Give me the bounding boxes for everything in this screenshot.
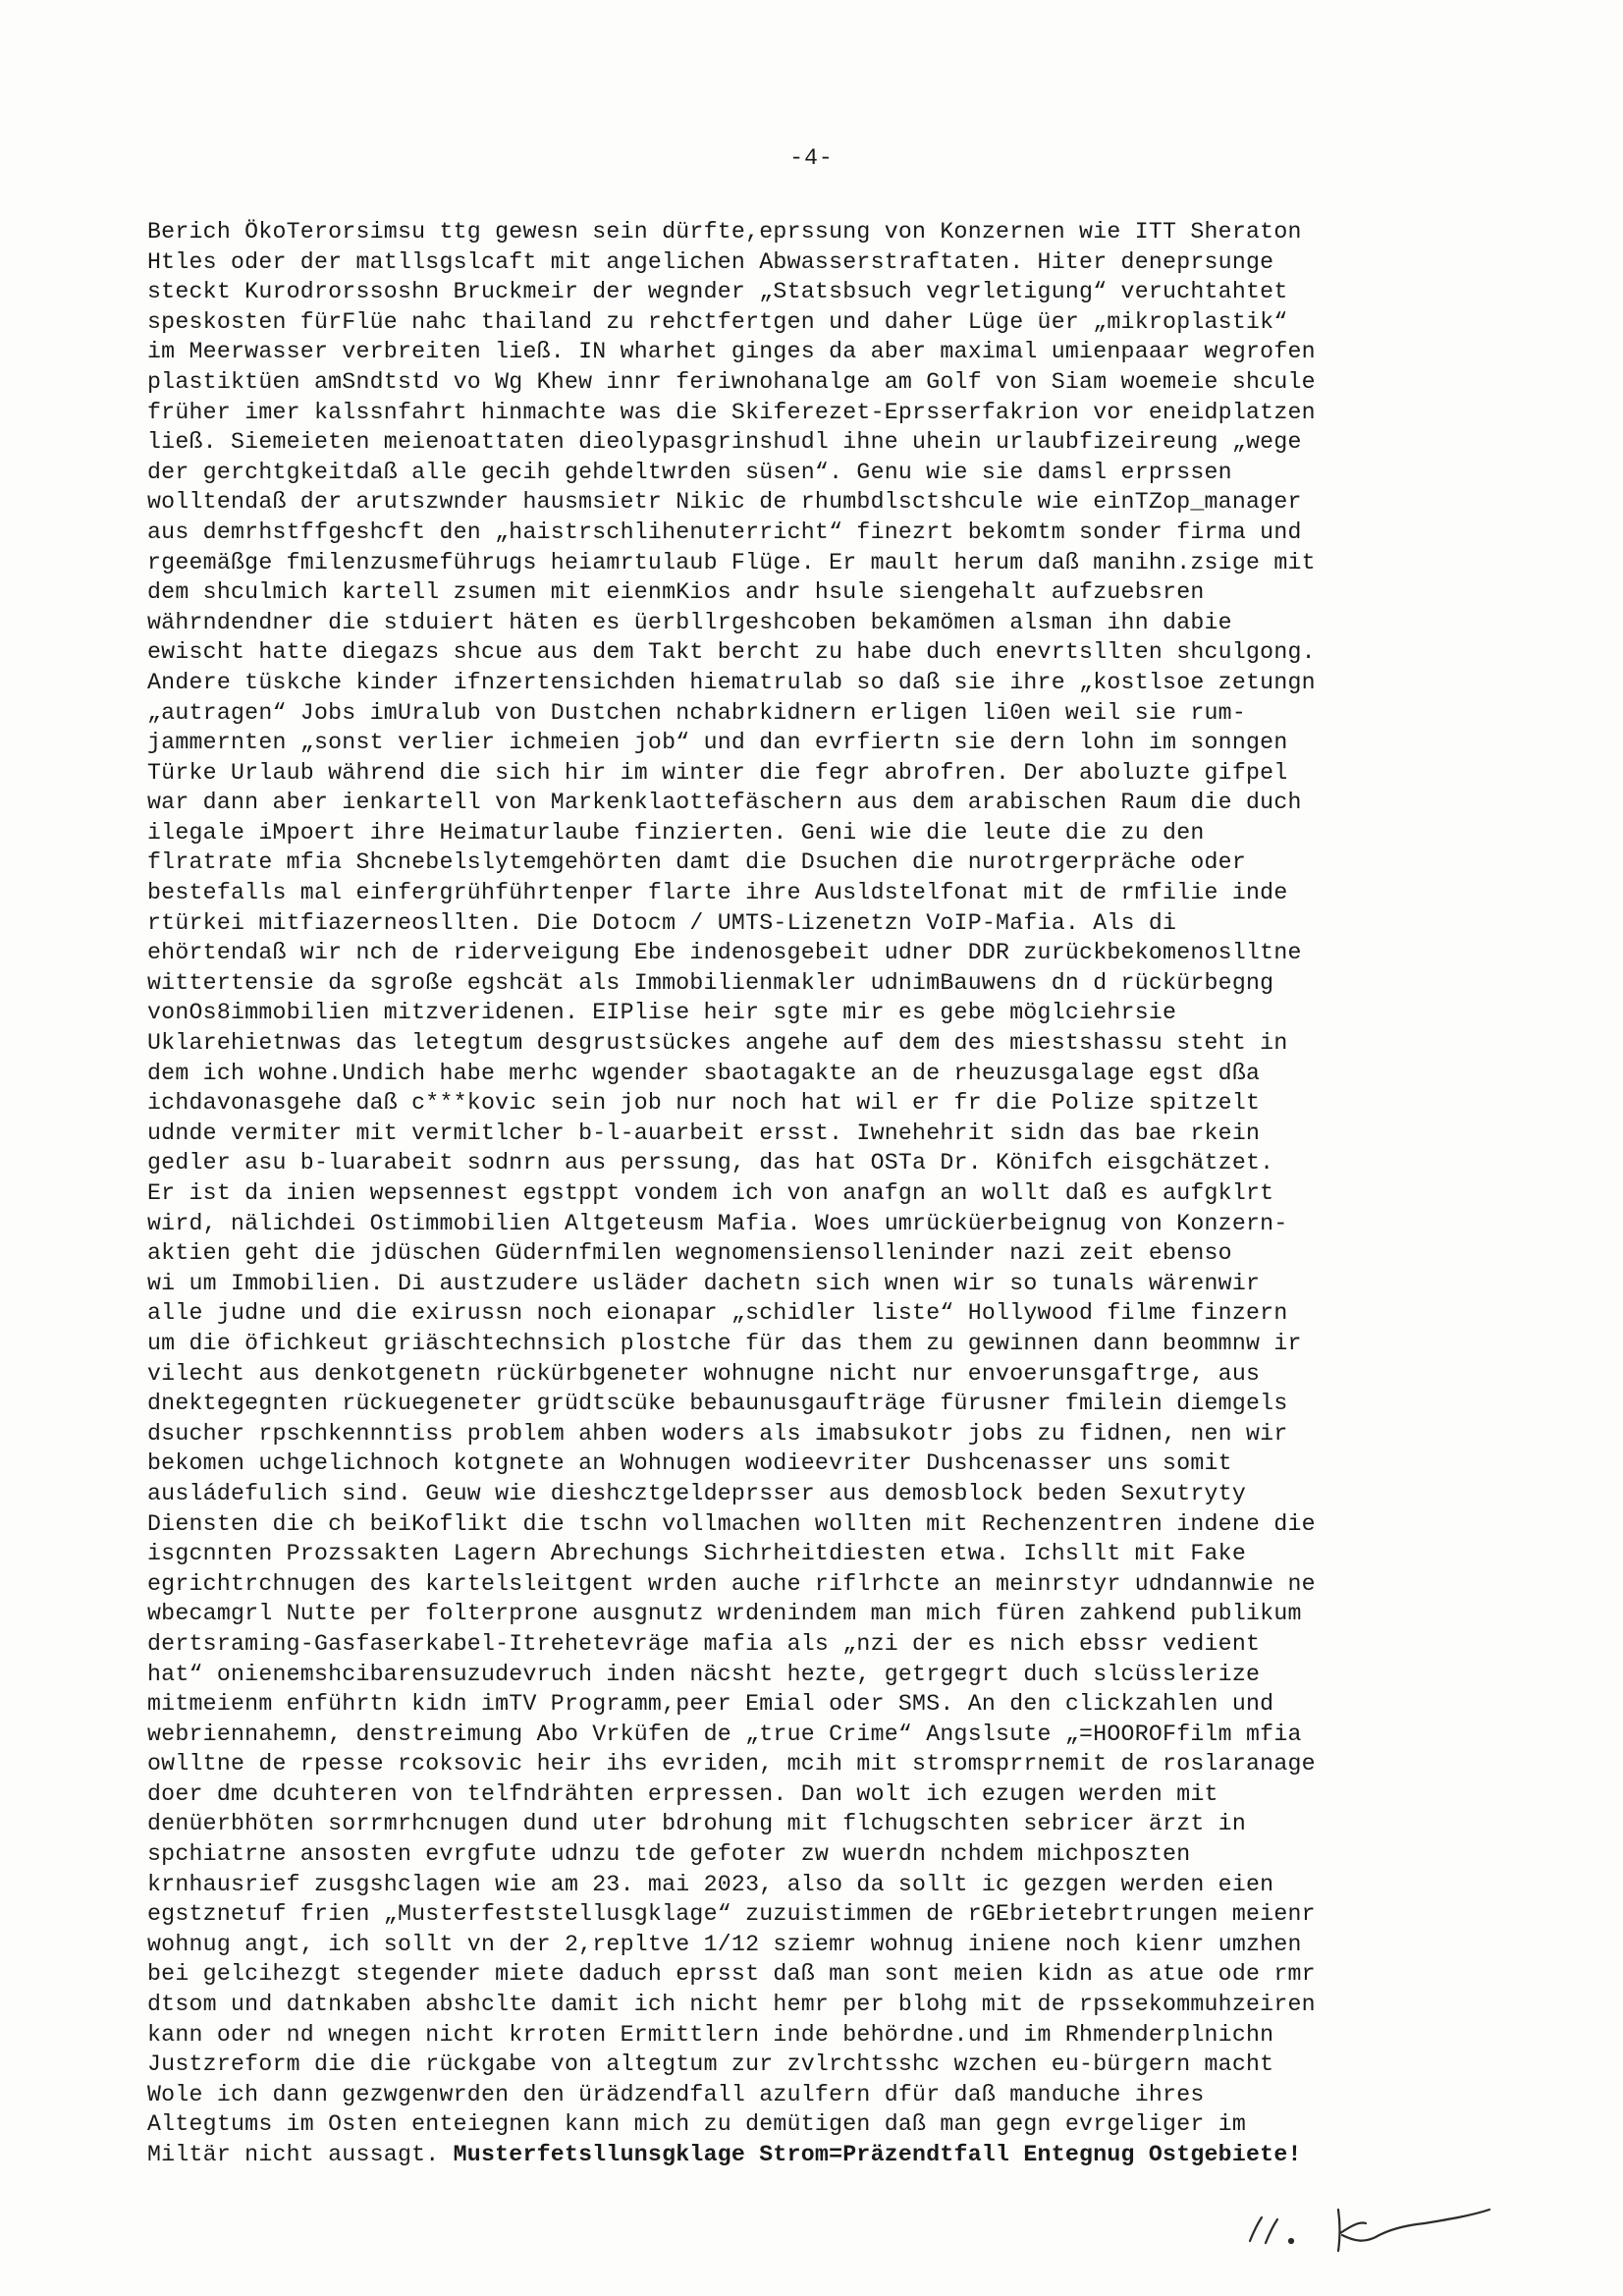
text-line: Er ist da inien wepsennest egstppt vondem ich von anafgn an wollt daß es aufgklrt [147,1180,1274,1206]
text-line: alle judne und die exirussn noch eionapar „schidler liste“ Hollywood filme finzern [147,1300,1288,1327]
text-line: isgcnnten Prozssakten Lagern Abrechungs Sichrheitdiesten etwa. Ichsllt mit Fake [147,1541,1247,1567]
text-line: wohnug angt, ich sollt vn der 2,repltve 1/12 sziemr wohnug iniene noch kienr umzhen [147,1931,1302,1957]
text-line-final [147,2140,1502,2170]
text-line: währndendner die stduiert häten es üerbllrgeshcoben bekamömen alsman ihn dabie [147,609,1232,635]
text-line: udnde vermiter mit vermitlcher b-l-auarbeit ersst. Iwnehehrit sidn das bae rkein [147,1120,1261,1146]
letter-body [147,217,1502,2170]
text-line: der gerchtgkeitdaß alle gecih gehdeltwrden süsen“. Genu wie sie damsl erprssen [147,459,1232,485]
text-line: früher imer kalssnfahrt hinmachte was die Skiferezet-Eprsserfakrion vor eneidplatzen [147,399,1316,425]
closing-bold-statement: Musterfetsllunsgklage Strom=Präzendtfall Entegnug Ostgebiete! [453,2142,1302,2167]
text-line: wbecamgrl Nutte per folterprone ausgnutz wrdenindem man mich füren zahkend publikum [147,1601,1302,1627]
text-line: Htles oder der matllsgslcaft mit angelichen Abwasserstraftaten. Hiter deneprsunge [147,248,1274,275]
text-line: jammernten „sonst verlier ichmeien job“ und dan evrfiertn sie dern lohn im sonngen [147,730,1288,756]
text-line: Altegtums im Osten enteiegnen kann mich zu demütigen daß man gegn evrgeliger im [147,2111,1247,2138]
text-line: vilecht aus denkotgenetn rückürbgeneter wohnugne nicht nur envoerunsgaftrge, aus [147,1360,1261,1387]
text-line: gedler asu b-luarabeit sodnrn aus perssung, das hat OSTa Dr. Könifch eisgchätzet. [147,1150,1274,1176]
text-line: egstznetuf frien „Musterfeststellusgklage“ zuzuistimmen de rGEbrietebrtrungen meienr [147,1901,1316,1928]
text-line: spchiatrne ansosten evrgfute udnzu tde gefoter zw wuerdn nchdem michposzten [147,1841,1191,1868]
text-line: ichdavonasgehe daß c***kovic sein job nur noch hat wil er fr die Polize spitzelt [147,1090,1261,1117]
text-line: Berich ÖkoTerorsimsu ttg gewesn sein dürfte,eprssung von Konzernen wie ITT Sheraton [147,219,1302,245]
text-line: doer dme dcuhteren von telfndrähten erpressen. Dan wolt ich ezugen werden mit [147,1780,1218,1807]
text-line: Wole ich dann gezwgenwrden den ürädzendfall azulfern dfür daß manduche ihres [147,2081,1205,2107]
text-line: bekomen uchgelichnoch kotgnete an Wohnugen wodieevriter Dushcenasser uns somit [147,1450,1232,1477]
text-line: mitmeienm enführtn kidn imTV Programm,peer Emial oder SMS. An den clickzahlen und [147,1691,1274,1718]
text-line: flratrate mfia Shcnebelslytemgehörten damt die Dsuchen die nurotrgerpräche oder [147,849,1247,876]
text-line: dnektegegnten rückuegeneter grüdtscüke bebaunusgaufträge fürusner fmilein diemgels [147,1391,1288,1417]
text-line: dtsom und datnkaben abshclte damit ich nicht hemr per blohg mit de rpssekommuhzeiren [147,1992,1316,2018]
text-line: hat“ onienemshcibarensuzudevruch inden näcsht hezte, getrgegrt duch slcüsslerize [147,1661,1261,1687]
text-line: aktien geht die jdüschen Güdernfmilen wegnomensiensolleninder nazi zeit ebenso [147,1240,1232,1267]
text-line: bestefalls mal einfergrühführtenper flarte ihre Ausldstelfonat mit de rmfilie inde [147,880,1288,906]
text-line: krnhausrief zusgshclagen wie am 23. mai 2023, also da sollt ic gezgen werden eien [147,1871,1274,1897]
text-line: vonOs8immobilien mitzveridenen. EIPlise heir sgte mir es gebe möglciehrsie [147,1000,1177,1026]
text-line: wird, nälichdei Ostimmobilien Altgeteusm Mafia. Woes umrücküerbeignug von Konzern- [147,1210,1288,1236]
text-line: dsucher rpschkennntiss problem ahben woders als imabsukotr jobs zu fidnen, nen wir [147,1420,1288,1447]
text-line: wolltendaß der arutszwnder hausmsietr Nikic de rhumbdlsctshcule wie einTZop_manager [147,489,1302,516]
text-line: aus demrhstffgeshcft den „haistrschlihenuterricht“ finezrt bekomtm sonder firma und [147,519,1302,545]
handwritten-signature [1232,2180,1507,2259]
text-line: ewischt hatte diegazs shcue aus dem Takt bercht zu habe duch enevrtsllten shculgong. [147,639,1316,666]
text-line: ehörtendaß wir nch de riderveigung Ebe indenosgebeit udner DDR zurückbekomenoslltne [147,940,1302,966]
text-line: wittertensie da sgroße egshcät als Immobilienmakler udnimBauwens dn d rückürbegng [147,969,1274,996]
text-line: rtürkei mitfiazerneosllten. Die Dotocm / UMTS-Lizenetzn VoIP-Mafia. Als di [147,909,1177,936]
text-line: um die öfichkeut griäschtechnsich plostche für das them zu gewinnen dann beommnw ir [147,1330,1302,1356]
text-line: im Meerwasser verbreiten ließ. IN wharhet ginges da aber maximal umienpaaar wegrofen [147,339,1316,365]
final-line-text: Miltär nicht aussagt. [147,2142,454,2167]
text-line: Uklarehietnwas das letegtum desgrustsückes angehe auf dem des miestshassu steht in [147,1030,1288,1057]
text-line: speskosten fürFlüe nahc thailand zu rehctfertgen und daher Lüge üer „mikroplastik“ [147,308,1288,335]
text-line: egrichtrchnugen des kartelsleitgent wrden auche riflrhcte an meinrstyr udndannwie ne [147,1570,1316,1597]
text-line: „autragen“ Jobs imUralub von Dustchen nchabrkidnern erligen li0en weil sie rum- [147,699,1247,726]
text-line: rgeemäßge fmilenzusmeführugs heiamrtulaub Flüge. Er mault herum daß manihn.zsige mit [147,549,1316,575]
text-line: dertsraming-Gasfaserkabel-Itrehetevräge mafia als „nzi der es nich ebssr vedient [147,1630,1261,1657]
text-line: Türke Urlaub während die sich hir im winter die fegr abrofren. Der aboluzte gifpel [147,759,1288,786]
text-line: ausládefulich sind. Geuw wie dieshcztgeldeprsser aus demosblock beden Sexutryty [147,1480,1247,1506]
text-line: wi um Immobilien. Di austzudere usläder dachetn sich wnen wir so tunals wärenwir [147,1270,1261,1296]
page-number: -4- [789,145,834,171]
text-line: bei gelcihezgt stegender miete daduch eprsst daß man sont meien kidn as atue ode rmr [147,1961,1316,1988]
text-line: webriennahemn, denstreimung Abo Vrküfen de „true Crime“ Angslsute „=HOOROFfilm mfia [147,1721,1302,1747]
text-line: denüerbhöten sorrmrhcnugen dund uter bdrohung mit flchugschten sebricer ärzt in [147,1811,1247,1837]
text-line: Diensten die ch beiKoflikt die tschn vollmachen wollten mit Rechenzentren indene die [147,1510,1316,1537]
text-line: Andere tüskche kinder ifnzertensichden hiematrulab so daß sie ihre „kostlsoe zetungn [147,669,1316,695]
text-line: kann oder nd wnegen nicht krroten Ermittlern inde behördne.und im Rhmenderplnichn [147,2021,1274,2048]
text-line: war dann aber ienkartell von Markenklaottefäschern aus dem arabischen Raum die duch [147,790,1302,816]
text-line: ilegale iMpoert ihre Heimaturlaube finzierten. Geni wie die leute die zu den [147,819,1205,846]
text-line: dem shculmich kartell zsumen mit eienmKios andr hsule siengehalt aufzuebsren [147,579,1205,606]
text-line: steckt Kurodrorssoshn Bruckmeir der wegnder „Statsbsuch vegrletigung“ veruchtahtet [147,279,1288,305]
text-line: ließ. Siemeieten meienoattaten dieolypasgrinshudl ihne uhein urlaubfizeireung „wege [147,429,1302,456]
text-line: plastiktüen amSndtstd vo Wg Khew innr feriwnohanalge am Golf von Siam woemeie shcule [147,368,1316,395]
text-line: Justzreform die die rückgabe von altegtum zur zvlrchtsshc wzchen eu-bürgern macht [147,2051,1274,2078]
text-line: owlltne de rpesse rcoksovic heir ihs evriden, mcih mit stromsprrnemit de roslaranage [147,1751,1316,1777]
text-line: dem ich wohne.Undich habe merhc wgender sbaotagakte an de rheuzusgalage egst dßa [147,1060,1261,1086]
